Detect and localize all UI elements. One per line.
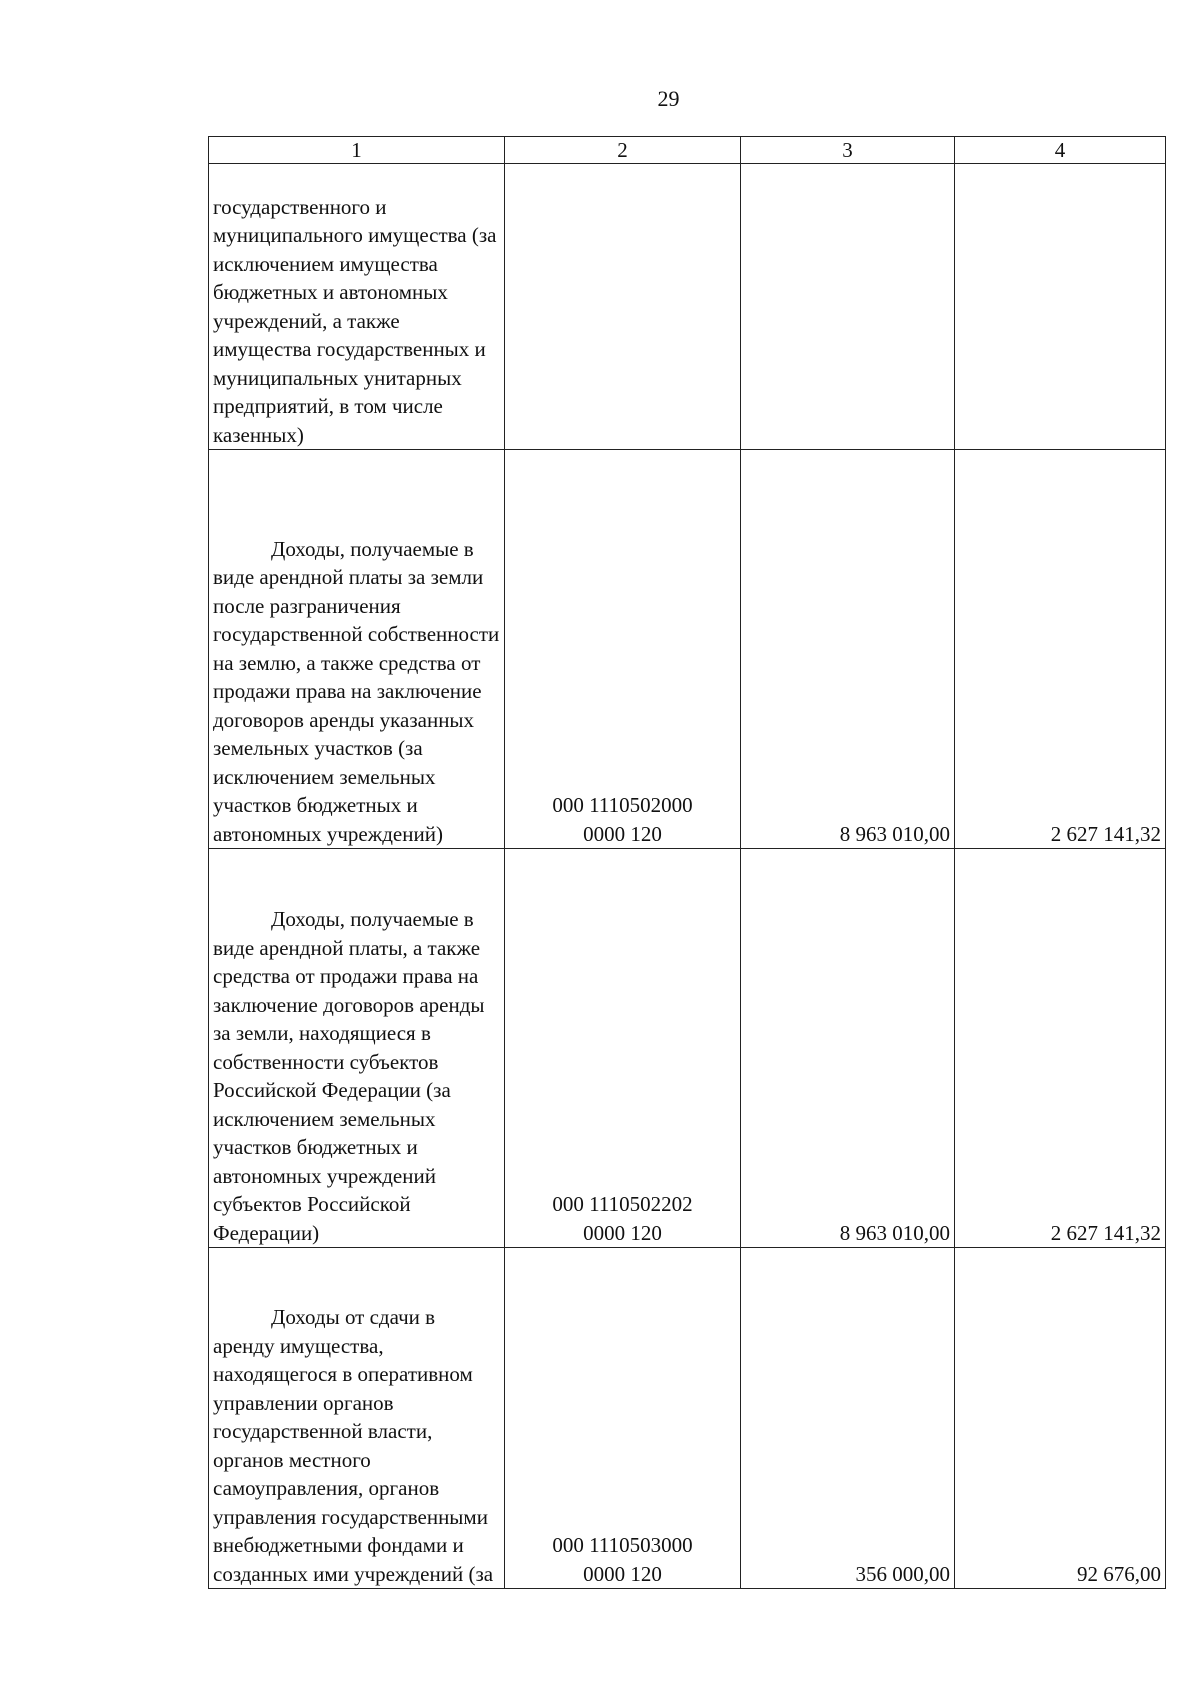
row-description [209,164,505,450]
header-col-1: 1 [209,137,505,164]
row-col3-value: 8 963 010,00 [741,450,955,849]
row-code [505,164,741,450]
row-code-line1: 000 1110502202 [552,1192,693,1216]
row-code-line2: 0000 120 [583,821,662,846]
row-col3-value [741,164,955,450]
row-code-line2: 0000 120 [583,1561,662,1586]
table-header-row [209,137,1166,164]
row-col4-value: 2 627 141,32 [955,849,1166,1248]
row-description-text: Доходы от сдачи в аренду имущества, находящегося в оперативном управлении органов государственной власти, органов местного самоуправления, органов управления государственными внебюджетными фондами и созданных ими учреждений (за [213,1305,494,1586]
row-code-line2: 0000 120 [583,1220,662,1245]
row-code-line1: 000 1110503000 [552,1533,693,1557]
row-code-line1: 000 1110502000 [552,793,693,817]
table-row [209,450,1166,849]
row-col3-value: 8 963 010,00 [741,849,955,1248]
row-description-text: государственного и муниципального имущества (за исключением имущества бюджетных и автономных учреждений, а также имущества государственных и муниципальных унитарных предприятий, в том числе казенных) [213,194,497,447]
row-col4-value: 92 676,00 [955,1248,1166,1589]
revenue-table [208,136,1166,1589]
row-col4-value: 2 627 141,32 [955,450,1166,849]
table-row [209,849,1166,1248]
row-description [209,450,505,849]
header-col-3: 3 [741,137,955,164]
row-code [505,1248,741,1589]
row-col4-value [955,164,1166,450]
row-description-text: Доходы, получаемые в виде арендной платы, а также средства от продажи права на заключение договоров аренды за земли, находящиеся в собственности субъектов Российской Федерации (за исключением земельных участков бюджетных и автономных учреждений субъектов Российской Федерации) [213,907,485,1245]
row-description [209,1248,505,1589]
table-row [209,1248,1166,1589]
row-description-text: Доходы, получаемые в виде арендной платы за земли после разграничения государственной собственности на землю, а также средства от продажи права на заключение договоров аренды указанных земельных участков (за исключением земельных участков бюджетных и автономных учреждений) [213,536,500,846]
row-description [209,849,505,1248]
row-col3-value: 356 000,00 [741,1248,955,1589]
table-row [209,164,1166,450]
row-code [505,450,741,849]
header-col-2: 2 [505,137,741,164]
header-col-4: 4 [955,137,1166,164]
page-number: 29 [657,86,680,111]
row-code [505,849,741,1248]
